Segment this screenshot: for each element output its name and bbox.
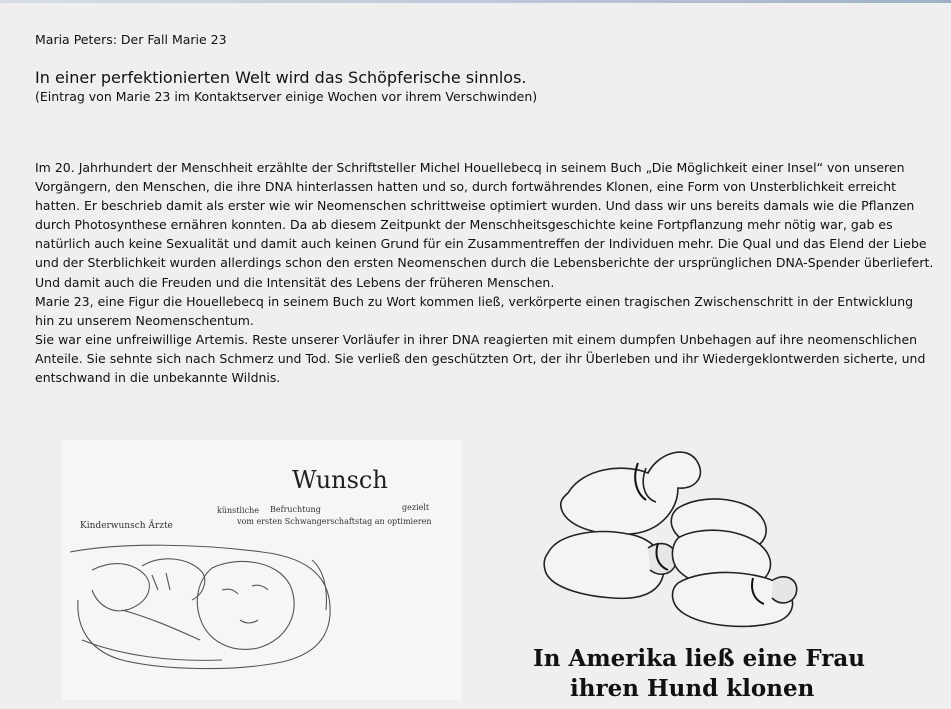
cloned-dogs-svg xyxy=(528,438,888,705)
note-gezielt: gezielt xyxy=(402,503,430,512)
note-befruchtung: Befruchtung xyxy=(270,505,321,514)
subtitle: (Eintrag von Marie 23 im Kontaktserver einige Wochen vor ihrem Verschwinden) xyxy=(35,89,538,104)
top-border xyxy=(0,0,951,3)
author-line: Maria Peters: Der Fall Marie 23 xyxy=(35,32,227,47)
cloned-dogs-image xyxy=(528,438,888,705)
note-kinderwunsch: Kinderwunsch Ärzte xyxy=(80,521,173,531)
article-body xyxy=(35,158,935,387)
paragraph-3: Sie war eine unfreiwillige Artemis. Reste unserer Vorläufer in ihrer DNA reagierten mit einem dumpfen Unbehagen auf ihre neomenschlichen Anteile. Sie sehnte sich nach Schmerz und Tod. Sie verließ den geschützten Ort, der ihr Überleben und ihr Wiedergeklontwerden sicherte, und entschwand in die unbekannte Wildnis. xyxy=(35,331,926,386)
paragraph-2: Marie 23, eine Figur die Houellebecq in seinem Buch zu Wort kommen ließ, verkörperte einen tragischen Zwischenschritt in der Entwicklung hin zu unserem Neomenschentum. xyxy=(35,293,914,328)
baby-sketch-svg xyxy=(62,440,462,700)
baby-sketch-image xyxy=(62,440,462,700)
note-optimieren: vom ersten Schwangerschaftstag an optimieren xyxy=(237,517,432,526)
note-kuenstliche: künstliche xyxy=(217,506,259,515)
page-title: In einer perfektionierten Welt wird das Schöpferische sinnlos. xyxy=(35,68,527,87)
sleeping-baby-drawing xyxy=(70,545,330,668)
caption-line-1: In Amerika ließ eine Frau xyxy=(533,645,865,672)
wunsch-title: Wunsch xyxy=(292,466,388,494)
paragraph-1: Im 20. Jahrhundert der Menschheit erzählte der Schriftsteller Michel Houellebecq in seinem Buch „Die Möglichkeit einer Insel“ von unseren Vorgängern, den Menschen, die ihre DNA hinterlassen hatten und so, durch fortwährendes Klonen, eine Form von Unsterblichkeit erreicht hatten. Er beschrieb damit als erster wie wir Neomenschen schrittweise optimiert wurden. Und dass wir uns bereits damals wie die Pflanzen durch Photosynthese ernähren konnten. Da ab diesem Zeitpunkt der Menschheitsgeschichte keine Fortpflanzung mehr nötig war, gab es natürlich auch keine Sexualität und damit auch keinen Grund für ein Zusammentreffen der Individuen mehr. Die Qual und das Elend der Liebe und der Sterblichkeit wurden allerdings schon den ersten Neomenschen durch die Lebensberichte der ursprünglichen DNA-Spender überliefert. Und damit auch die Freuden und die Intensität des Lebens der früheren Menschen. xyxy=(35,160,934,290)
caption-line-2: ihren Hund klonen xyxy=(570,675,815,702)
